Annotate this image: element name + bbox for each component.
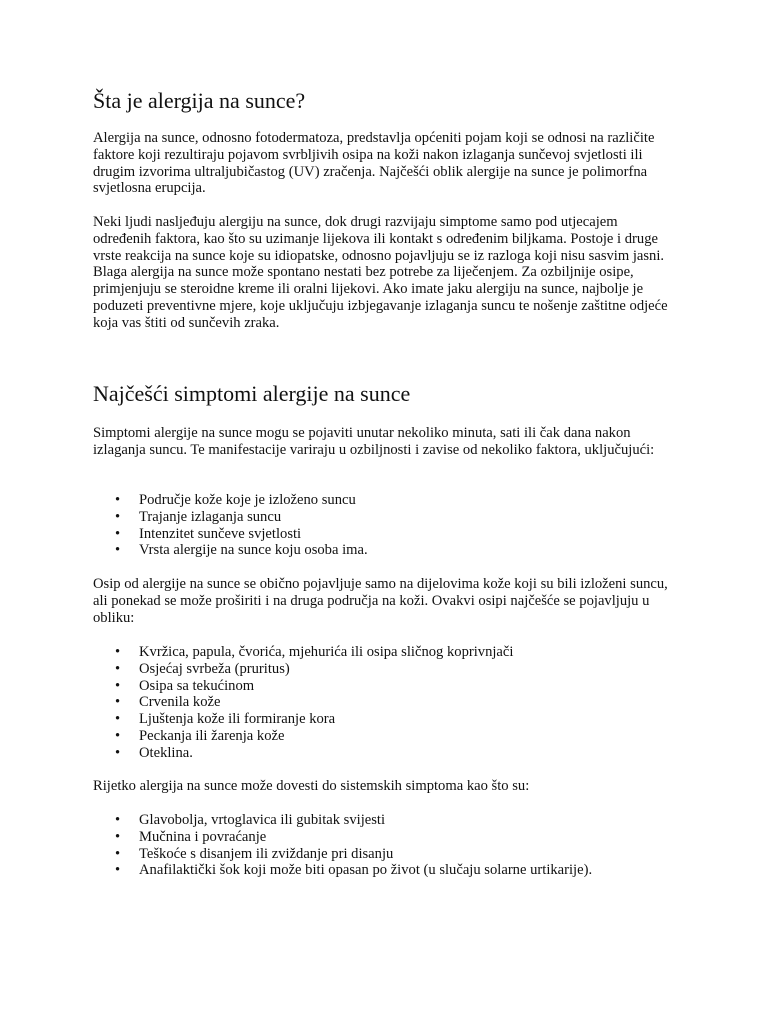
list-item: • Ljuštenja kože ili formiranje kora <box>93 711 673 728</box>
list-item: • Teškoće s disanjem ili zviždanje pri disanju <box>93 846 673 863</box>
list-item: • Osipa sa tekućinom <box>93 678 673 695</box>
factors-list <box>93 492 673 559</box>
section-heading-symptoms: Najčešći simptomi alergije na sunce <box>93 381 411 406</box>
paragraph-rash-intro: Osip od alergije na sunce se obično pojavljuje samo na dijelovima kože koji su bili izloženi suncu, ali ponekad se može proširiti i na druga područja na koži. Ovakvi osipi najčešće se pojavljuju u obliku: <box>93 576 668 626</box>
paragraph-causes: Neki ljudi nasljeđuju alergiju na sunce, dok drugi razvijaju simptome samo pod utjecajem određenih faktora, kao što su uzimanje lijekova ili kontakt s određenim biljkama. Postoje i druge vrste reakcija na sunce koje su idiopatske, odnosno pojavljuju se iz razloga koji nisu sasvim jasni. Blaga alergija na sunce može spontano nestati bez potrebe za liječenjem. Za ozbiljnije osipe, primjenjuju se steroidne kreme ili oralni lijekovi. Ako imate jaku alergiju na sunce, najbolje je poduzeti preventivne mjere, koje uključuju izbjegavanje izlaganja suncu te nošenje zaštitne odjeće koja vas štiti od sunčevih zraka. <box>93 214 668 331</box>
list-item: • Oteklina. <box>93 745 673 762</box>
paragraph-definition: Alergija na sunce, odnosno fotodermatoza, predstavlja općeniti pojam koji se odnosi na različite faktore koji rezultiraju pojavom svrbljivih osipa na koži nakon izlaganja sunčevoj svjetlosti ili drugim izvorima ultraljubičastog (UV) zračenja. Najčešći oblik alergije na sunce je polimorfna svjetlosna erupcija. <box>93 130 655 197</box>
list-item: • Peckanja ili žarenja kože <box>93 728 673 745</box>
list-item: • Crvenila kože <box>93 694 673 711</box>
list-item: • Područje kože koje je izloženo suncu <box>93 492 673 509</box>
list-item: • Intenzitet sunčeve svjetlosti <box>93 526 673 543</box>
list-item: • Kvržica, papula, čvorića, mjehurića ili osipa sličnog koprivnjači <box>93 644 673 661</box>
paragraph-systemic-intro: Rijetko alergija na sunce može dovesti do sistemskih simptoma kao što su: <box>93 778 530 794</box>
rash-forms-list <box>93 644 673 762</box>
list-item: • Trajanje izlaganja suncu <box>93 509 673 526</box>
systemic-symptoms-list <box>93 812 673 879</box>
list-item: • Glavobolja, vrtoglavica ili gubitak svijesti <box>93 812 673 829</box>
section-heading-what-is: Šta je alergija na sunce? <box>93 88 306 113</box>
list-item: • Vrsta alergije na sunce koju osoba ima. <box>93 542 673 559</box>
paragraph-symptoms-intro: Simptomi alergije na sunce mogu se pojaviti unutar nekoliko minuta, sati ili čak dana nakon izlaganja suncu. Te manifestacije variraju u ozbiljnosti i zavise od nekoliko faktora, uključujući: <box>93 425 655 458</box>
list-item: • Mučnina i povraćanje <box>93 829 673 846</box>
list-item: • Osjećaj svrbeža (pruritus) <box>93 661 673 678</box>
list-item: • Anafilaktički šok koji može biti opasan po život (u slučaju solarne urtikarije). <box>93 862 673 879</box>
